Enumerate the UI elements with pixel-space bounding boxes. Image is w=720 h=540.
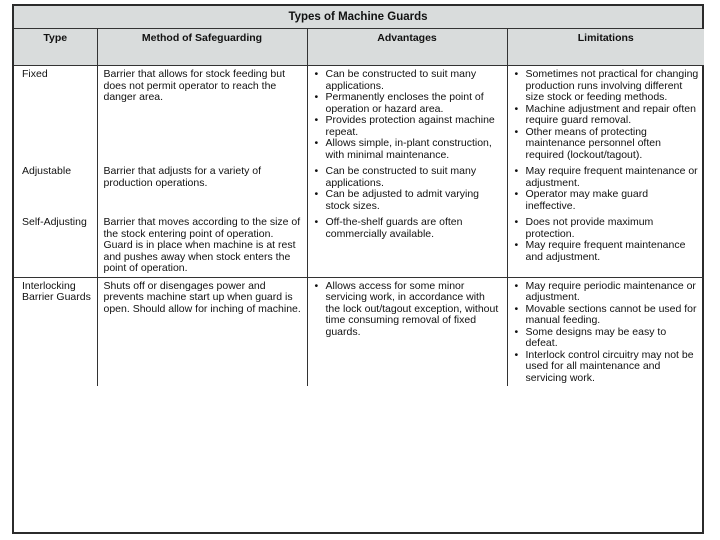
table-row-self-adjusting xyxy=(14,214,704,277)
method-cell: Barrier that allows for stock feeding but does not permit operator to reach the danger area. xyxy=(97,66,307,164)
advantage-item: • Permanently encloses the point of operation or hazard area. xyxy=(314,92,502,115)
advantages-cell xyxy=(307,163,507,214)
type-cell: Self-Adjusting xyxy=(22,216,87,228)
type-cell: Fixed xyxy=(22,68,48,80)
advantages-cell xyxy=(307,214,507,277)
limitation-item: • Does not provide maximum protection. xyxy=(514,217,700,240)
limitation-item: • Operator may make guard ineffective. xyxy=(514,189,700,212)
limitation-item: • Some designs may be easy to defeat. xyxy=(514,327,700,350)
limitation-item: • Other means of protecting maintenance personnel often required (lockout/tagout). xyxy=(514,127,700,162)
advantages-cell xyxy=(307,277,507,386)
header-type: Type xyxy=(14,29,97,66)
limitation-item: • Machine adjustment and repair often require guard removal. xyxy=(514,104,700,127)
method-cell: Barrier that adjusts for a variety of production operations. xyxy=(97,163,307,214)
machine-guards-table xyxy=(12,4,704,534)
limitation-item: • May require periodic maintenance or adjustment. xyxy=(514,281,700,304)
advantage-item: • Can be constructed to suit many applications. xyxy=(314,69,502,92)
advantage-item: • Allows simple, in-plant construction, with minimal maintenance. xyxy=(314,138,502,161)
header-limitations: Limitations xyxy=(507,29,704,66)
table-row-interlocking xyxy=(14,277,704,386)
advantage-item: • Off-the-shelf guards are often commercially available. xyxy=(314,217,502,240)
advantages-cell xyxy=(307,66,507,164)
table-title: Types of Machine Guards xyxy=(14,6,702,29)
advantage-item: • Can be constructed to suit many applications. xyxy=(314,166,502,189)
advantage-item: • Allows access for some minor servicing work, in accordance with the lock out/tagout exception, without time consuming removal of fixed guards. xyxy=(314,281,502,339)
limitations-cell xyxy=(507,214,704,277)
limitation-item: • Sometimes not practical for changing production runs involving different size stock or feeding methods. xyxy=(514,69,700,104)
limitations-cell xyxy=(507,277,704,386)
table-row-adjustable xyxy=(14,163,704,214)
header-method: Method of Safeguarding xyxy=(97,29,307,66)
table-row-fixed xyxy=(14,66,704,164)
type-cell: Adjustable xyxy=(22,165,72,177)
header-advantages: Advantages xyxy=(307,29,507,66)
advantage-item: • Provides protection against machine repeat. xyxy=(314,115,502,138)
type-cell: Interlocking Barrier Guards xyxy=(14,277,97,386)
limitation-item: • Interlock control circuitry may not be used for all maintenance and servicing work. xyxy=(514,350,700,385)
method-cell: Barrier that moves according to the size of the stock entering point of operation. Guard is in place when machine is at rest and pushes away when stock enters the point of operation. xyxy=(97,214,307,277)
advantage-item: • Can be adjusted to admit varying stock sizes. xyxy=(314,189,502,212)
guards-grid xyxy=(14,29,704,386)
limitations-cell xyxy=(507,163,704,214)
limitation-item: • May require frequent maintenance and adjustment. xyxy=(514,240,700,263)
limitations-cell xyxy=(507,66,704,164)
header-row xyxy=(14,29,704,66)
method-cell: Shuts off or disengages power and prevents machine start up when guard is open. Should allow for inching of machine. xyxy=(97,277,307,386)
limitation-item: • May require frequent maintenance or adjustment. xyxy=(514,166,700,189)
limitation-item: • Movable sections cannot be used for manual feeding. xyxy=(514,304,700,327)
